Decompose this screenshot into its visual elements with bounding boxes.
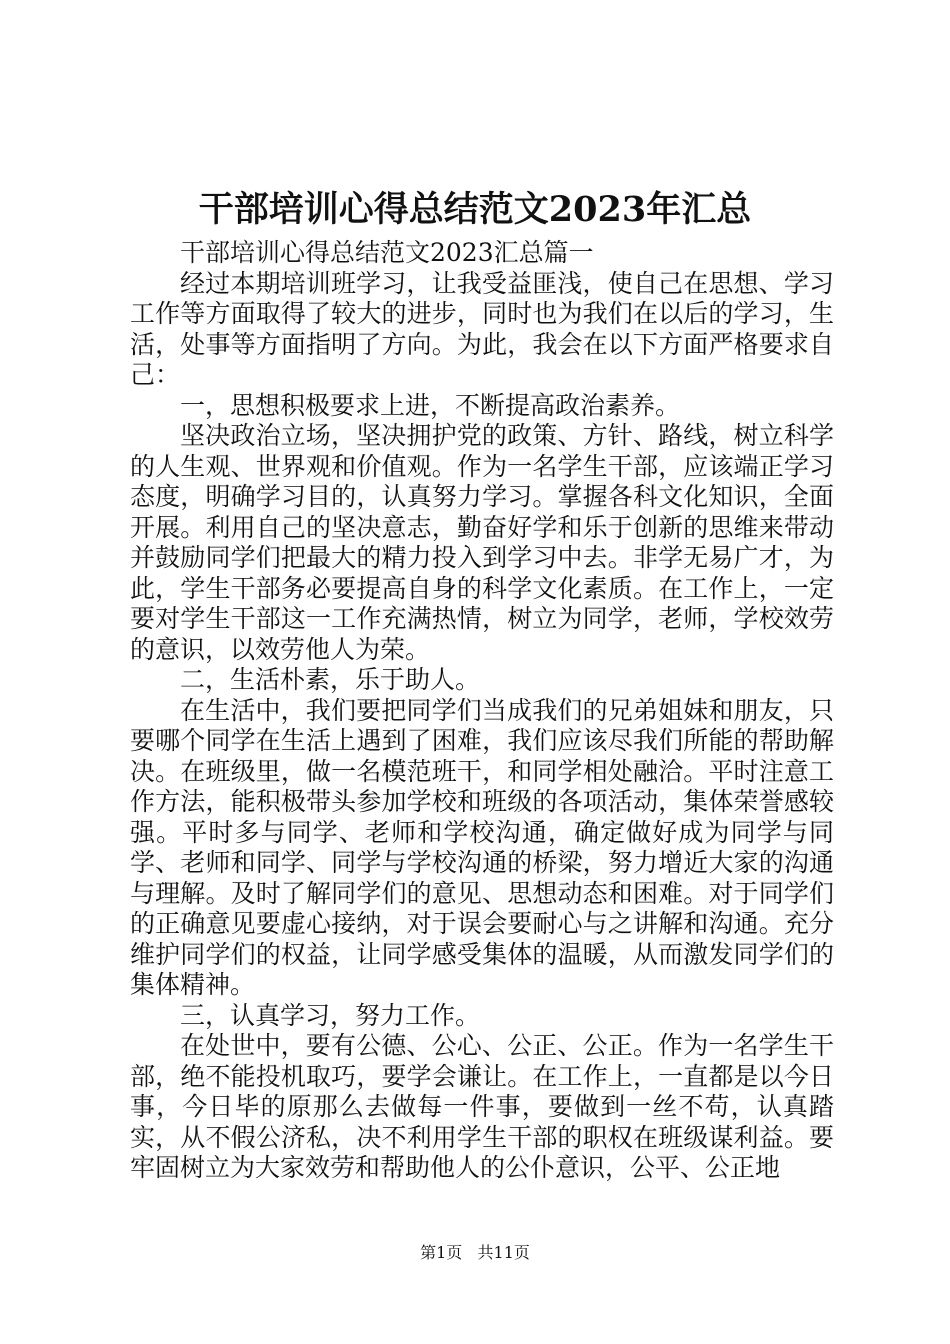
page-total: 共11页 [477,1243,530,1262]
document-title: 干部培训心得总结范文2023年汇总 [198,189,752,230]
subheading: 一，思想积极要求上进，不断提高政治素养。 [180,390,681,420]
document-body [130,238,834,1184]
subheading: 三，认真学习，努力工作。 [180,1000,481,1030]
paragraph: 经过本期培训班学习，让我受益匪浅，使自己在思想、学习工作等方面取得了较大的进步，同时也为我们在以后的学习，生活，处事等方面指明了方向。为此，我会在以下方面严格要求自己： [130,268,834,389]
subheading: 二，生活朴素，乐于助人。 [180,665,481,694]
page-separator [467,1243,472,1262]
paragraph: 在处世中，要有公德、公心、公正、公正。作为一名学生干部，绝不能投机取巧，要学会谦让。在工作上，一直都是以今日事，今日毕的原那么去做每一件事，要做到一丝不苟，认真踏实，从不假公济私，决不利用学生干部的职权在班级谋利益。要牢固树立为大家效劳和帮助他人的公仆意识，公平、公正地 [130,1031,834,1182]
section-heading: 干部培训心得总结范文2023汇总篇一 [180,238,594,267]
page-number: 第1页 [420,1243,463,1262]
page-footer [0,1242,950,1264]
paragraph: 在生活中，我们要把同学们当成我们的兄弟姐妹和朋友，只要哪个同学在生活上遇到了困难，我们应该尽我们所能的帮助解决。在班级里，做一名模范班干，和同学相处融洽。平时注意工作方法，能积极带头参加学校和班级的各项活动，集体荣誉感较强。平时多与同学、老师和学校沟通，确定做好成为同学与同学、老师和同学、同学与学校沟通的桥梁，努力增近大家的沟通与理解。及时了解同学们的意见、思想动态和困难。对于同学们的正确意见要虚心接纳，对于误会要耐心与之讲解和沟通。充分维护同学们的权益，让同学感受集体的温暖，从而激发同学们的集体精神。 [130,695,834,999]
paragraph: 坚决政治立场，坚决拥护党的政策、方针、路线，树立科学的人生观、世界观和价值观。作为一名学生干部，应该端正学习态度，明确学习目的，认真努力学习。掌握各科文化知识，全面开展。利用自己的坚决意志，勤奋好学和乐于创新的思维来带动并鼓励同学们把最大的精力投入到学习中去。非学无易广才，为此，学生干部务必要提高自身的科学文化素质。在工作上，一定要对学生干部这一工作充满热情，树立为同学，老师，学校效劳的意识，以效劳他人为荣。 [130,421,834,664]
